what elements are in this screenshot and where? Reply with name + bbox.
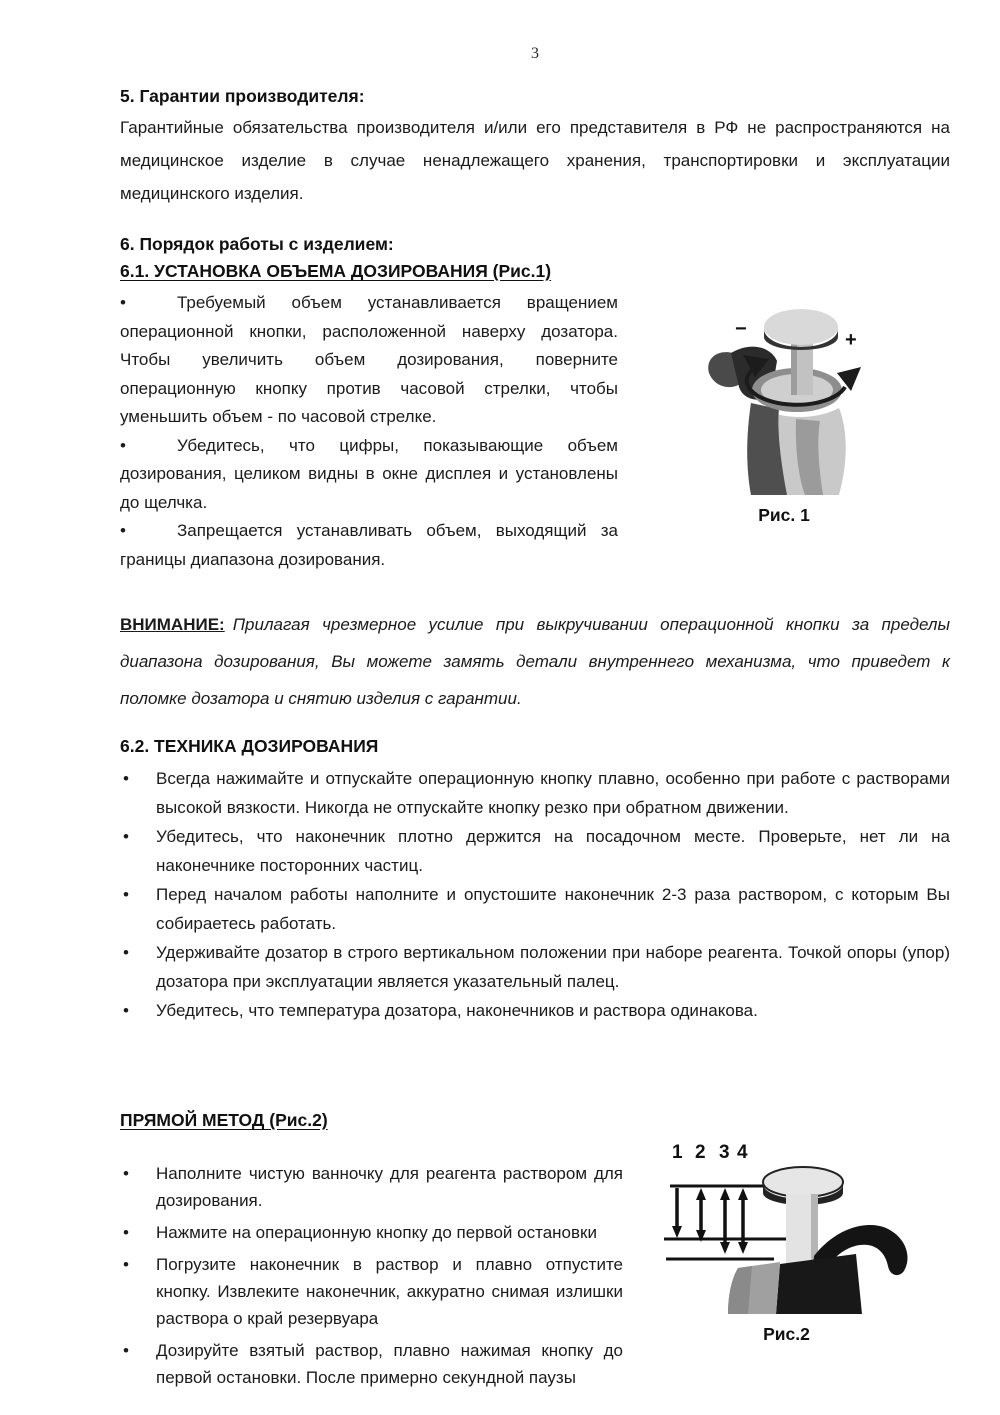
bullet-icon: • — [123, 1164, 129, 1183]
section-6-2-heading: 6.2. ТЕХНИКА ДОЗИРОВАНИЯ — [120, 736, 379, 756]
dosing-volume-list — [120, 289, 618, 574]
technique-list — [120, 764, 950, 1052]
stroke-number-label: 4 — [737, 1142, 748, 1163]
list-item — [120, 938, 950, 996]
attention-label: ВНИМАНИЕ: — [120, 615, 225, 634]
stroke-number-label: 1 — [672, 1142, 683, 1163]
direct-method-section — [120, 1142, 950, 1396]
bullet-icon: • — [123, 885, 129, 904]
list-item — [120, 1337, 623, 1391]
list-item — [120, 764, 950, 822]
list-item — [120, 1160, 623, 1214]
list-item-text: Перед началом работы наполните и опустошите наконечник 2-3 раза раствором, с которым Вы собираетесь работать. — [156, 885, 950, 933]
direct-method-heading: ПРЯМОЙ МЕТОД (Рис.2) — [120, 1110, 328, 1130]
warranty-paragraph: Гарантийные обязательства производителя и/или его представителя в РФ не распространяются на медицинское изделие в случае ненадлежащего хранения, транспортировки и эксплуатации медицинского изделия. — [120, 118, 950, 203]
bullet-icon: • — [120, 293, 126, 312]
bullet-icon: • — [123, 943, 129, 962]
figure-2-image — [664, 1144, 909, 1314]
list-item-text: Погрузите наконечник в раствор и плавно отпустите кнопку. Извлеките наконечник, аккуратно снимая излишки раствора о край резервуара — [156, 1255, 623, 1328]
section-6-heading: 6. Порядок работы с изделием: — [120, 234, 394, 254]
bullet-icon: • — [123, 1001, 129, 1020]
list-item-text: Дозируйте взятый раствор, плавно нажимая кнопку до первой остановки. После примерно секундной паузы — [156, 1341, 623, 1387]
attention-paragraph — [120, 606, 950, 717]
stroke-number-label: 3 — [719, 1142, 730, 1163]
section-5-heading: 5. Гарантии производителя: — [120, 86, 365, 106]
bullet-icon: • — [120, 435, 126, 455]
setup-section — [120, 289, 950, 574]
section-6-1-heading: 6.1. УСТАНОВКА ОБЪЕМА ДОЗИРОВАНИЯ (Рис.1) — [120, 261, 552, 281]
figure-2 — [623, 1144, 950, 1345]
bullet-icon: • — [123, 1255, 129, 1274]
list-item-text: Убедитесь, что температура дозатора, наконечников и раствора одинакова. — [156, 1001, 758, 1020]
bullet-icon: • — [123, 827, 129, 846]
knob-rotation-illustration — [699, 303, 869, 495]
list-item — [120, 1219, 623, 1246]
list-item-text: Наполните чистую ванночку для реагента раствором для дозирования. — [156, 1164, 623, 1210]
plus-label: + — [845, 329, 857, 351]
bullet-icon: • — [123, 1341, 129, 1360]
stroke-number-label: 2 — [695, 1142, 706, 1163]
page-number: 3 — [531, 45, 539, 62]
minus-label: − — [735, 318, 747, 340]
bullet-icon: • — [123, 1223, 129, 1242]
list-item-text: Запрещается устанавливать объем, выходящий за границы диапазона дозирования. — [120, 521, 618, 569]
figure-2-caption: Рис.2 — [763, 1324, 810, 1344]
list-item — [120, 517, 618, 574]
list-item — [120, 822, 950, 880]
direct-method-list — [120, 1160, 623, 1396]
attention-text: Прилагая чрезмерное усилие при выкручивании операционной кнопки за пределы диапазона дозирования, Вы можете замять детали внутреннего механизма, что приведет к поломке дозатора и снятию изделия с гарантии. — [120, 615, 950, 708]
list-item — [120, 289, 618, 432]
list-item-text: Требуемый объем устанавливается вращением операционной кнопки, расположенной наверху дозатора. Чтобы увеличить объем дозирования, поверните операционную кнопку против часовой стрелки, чтобы уменьшить объем - по часовой стрелке. — [120, 293, 618, 426]
list-item — [120, 996, 950, 1025]
figure-1 — [618, 303, 950, 526]
list-item — [120, 432, 618, 518]
figure-1-image — [699, 303, 869, 495]
list-item-text: Убедитесь, что наконечник плотно держится на посадочном месте. Проверьте, нет ли на наконечнике посторонних частиц. — [156, 827, 950, 875]
bullet-icon: • — [123, 769, 129, 788]
figure-1-caption: Рис. 1 — [758, 505, 810, 525]
list-item — [120, 1251, 623, 1332]
list-item-text: Нажмите на операционную кнопку до первой остановки — [156, 1223, 597, 1242]
bullet-icon: • — [120, 521, 126, 540]
list-item — [120, 880, 950, 938]
list-item-text: Всегда нажимайте и отпускайте операционную кнопку плавно, особенно при работе с растворами высокой вязкости. Никогда не отпускайте кнопку резко при обратном движении. — [156, 769, 950, 817]
stroke-numbers — [664, 1142, 909, 1164]
list-item-text: Удерживайте дозатор в строго вертикальном положении при наборе реагента. Точкой опоры (упор) дозатора при эксплуатации является указательный палец. — [156, 943, 950, 991]
list-item-text: Убедитесь, что цифры, показывающие объем дозирования, целиком видны в окне дисплея и установлены до щелчка. — [120, 435, 618, 512]
direct-method-illustration — [664, 1164, 909, 1314]
